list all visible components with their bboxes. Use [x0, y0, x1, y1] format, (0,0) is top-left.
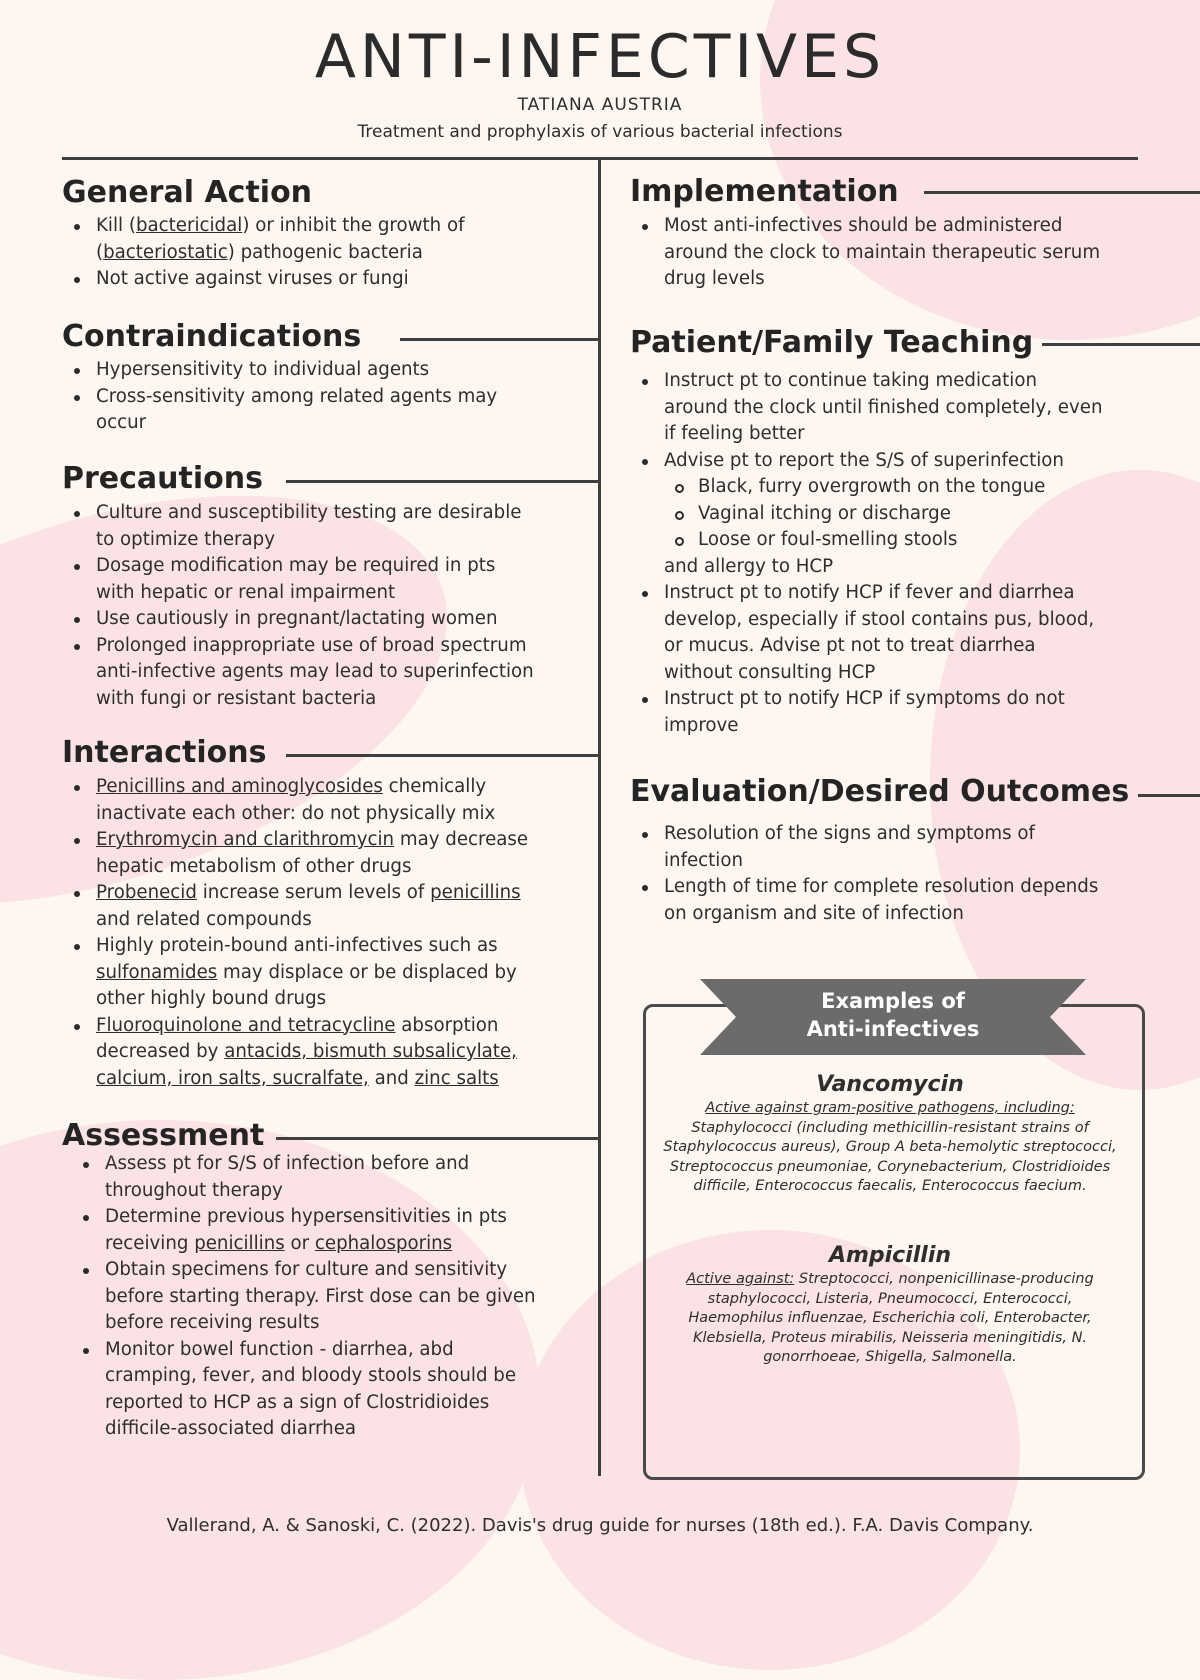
list-item: Dosage modification may be required in pts [62, 553, 592, 580]
section-heading: Implementation [630, 174, 899, 209]
interactions-list [62, 774, 592, 1092]
interactions-section [62, 735, 592, 1092]
list-item: Instruct pt to continue taking medication [630, 368, 1170, 395]
implementation-list [630, 213, 1170, 293]
section-heading: Patient/Family Teaching [630, 325, 1034, 360]
list-item: Advise pt to report the S/S of superinfection [630, 448, 1170, 475]
list-item: reported to HCP as a sign of Clostridioides [105, 1391, 490, 1413]
precautions-list [62, 500, 592, 712]
section-heading: Precautions [62, 461, 263, 496]
list-item: before receiving results [105, 1312, 320, 1333]
list-item: hepatic metabolism of other drugs [96, 855, 412, 877]
evaluation-list [630, 821, 1170, 927]
list-item: Instruct pt to notify HCP if symptoms do not [630, 686, 1170, 713]
list-item: receiving penicillins or cephalosporins [105, 1232, 453, 1254]
page-subtitle: Treatment and prophylaxis of various bacterial infections [357, 122, 843, 142]
list-item: without consulting HCP [664, 661, 876, 683]
list-item: to optimize therapy [96, 528, 275, 550]
ampicillin-entry [660, 1243, 1120, 1368]
list-item: sulfonamides may displace or be displaced by [96, 961, 517, 983]
list-item: Monitor bowel function - diarrhea, abd [71, 1337, 592, 1364]
reference-citation: Vallerand, A. & Sanoski, C. (2022). Davis's drug guide for nurses (18th ed.). F.A. Davis Company. [166, 1515, 1034, 1536]
list-item: other highly bound drugs [96, 988, 327, 1009]
section-heading: Assessment [62, 1118, 265, 1153]
general-action-list [62, 213, 592, 293]
list-item: Erythromycin and clarithromycin may decrease [62, 827, 592, 854]
list-item: develop, especially if stool contains pus, blood, [664, 608, 1095, 630]
assessment-section [62, 1118, 592, 1443]
list-item: decreased by antacids, bismuth subsalicylate, [96, 1041, 517, 1062]
section-heading: Interactions [62, 735, 267, 770]
list-item: calcium, iron salts, sucralfate, and zinc salts [96, 1067, 499, 1089]
general-action-section [62, 175, 592, 293]
list-item: occur [96, 412, 147, 433]
list-item: around the clock until finished completely, even [664, 396, 1103, 418]
column-divider [598, 160, 601, 1476]
list-item: Instruct pt to notify HCP if fever and diarrhea [630, 580, 1170, 607]
list-item: Highly protein-bound anti-infectives such as [62, 933, 592, 960]
implementation-section [630, 174, 1170, 293]
list-item: and related compounds [96, 908, 312, 930]
list-item: infection [664, 849, 744, 871]
list-item: Assess pt for S/S of infection before and [71, 1151, 592, 1178]
examples-banner-title: Examples of Anti-infectives [806, 989, 980, 1041]
section-heading: General Action [62, 175, 313, 210]
teaching-section [630, 325, 1170, 739]
author: TATIANA AUSTRIA [517, 95, 683, 115]
vancomycin-entry [660, 1072, 1120, 1197]
list-item: improve [664, 714, 739, 736]
list-item: Probenecid increase serum levels of penicillins [62, 880, 592, 907]
drug-description: Active against gram-positive pathogens, including: Staphylococci (including methicillin-resistant strains of Staphylococcus aureus), Group A beta-hemolytic streptococci, Streptococcus pneumoniae, Corynebacterium, Clostridioides difficile, Enterococcus faecalis, Enterococcus faecium. [663, 1100, 1117, 1194]
list-item: throughout therapy [105, 1179, 283, 1201]
list-item: Fluoroquinolone and tetracycline absorption [62, 1013, 592, 1040]
precautions-section [62, 461, 592, 712]
list-item: before starting therapy. First dose can be given [105, 1285, 536, 1307]
list-item: Cross-sensitivity among related agents may [62, 384, 592, 411]
list-item: drug levels [664, 268, 765, 289]
list-item: Penicillins and aminoglycosides chemically [62, 774, 592, 801]
sub-list-item: Loose or foul-smelling stools [630, 527, 1170, 554]
list-item: with fungi or resistant bacteria [96, 687, 377, 709]
assessment-list [71, 1151, 592, 1443]
sub-list-item: Vaginal itching or discharge [630, 501, 1170, 528]
list-item: Determine previous hypersensitivities in pts [71, 1204, 592, 1231]
list-item: Most anti-infectives should be administered [630, 213, 1170, 240]
list-item: around the clock to maintain therapeutic serum [664, 241, 1101, 263]
drug-description: Active against: Streptococci, nonpenicillinase-producing staphylococci, Listeria, Pneumococci, Enterococci, Haemophilus influenzae, Escherichia coli, Enterobacter, Klebsiella, Proteus mirabilis, Neisseria meningitidis, N. gonorrhoeae, Shigella, Salmonella. [686, 1271, 1094, 1365]
contraindications-section [62, 319, 592, 437]
contraindications-list [62, 357, 592, 437]
evaluation-section [630, 774, 1170, 927]
list-item: cramping, fever, and bloody stools should be [105, 1365, 517, 1386]
list-item: Obtain specimens for culture and sensitivity [71, 1257, 592, 1284]
teaching-list [630, 368, 1170, 739]
list-item: with hepatic or renal impairment [96, 581, 396, 603]
list-item: Hypersensitivity to individual agents [62, 357, 592, 384]
drug-name: Vancomycin [816, 1072, 964, 1097]
list-item: (bacteriostatic) pathogenic bacteria [96, 241, 423, 263]
list-item: inactivate each other: do not physically mix [96, 802, 496, 824]
section-heading: Evaluation/Desired Outcomes [630, 774, 1130, 809]
list-item: Kill (bactericidal) or inhibit the growth of [62, 213, 592, 240]
list-item: if feeling better [664, 423, 805, 444]
list-item: Use cautiously in pregnant/lactating women [62, 606, 592, 633]
list-item: on organism and site of infection [664, 902, 964, 924]
list-item: Culture and susceptibility testing are desirable [62, 500, 592, 527]
list-item: or mucus. Advise pt not to treat diarrhea [664, 635, 1036, 656]
drug-name: Ampicillin [828, 1243, 952, 1268]
sub-list-item: Black, furry overgrowth on the tongue [630, 474, 1170, 501]
list-item: and allergy to HCP [664, 555, 834, 577]
page-title: ANTI-INFECTIVES [314, 22, 886, 92]
list-item: Resolution of the signs and symptoms of [630, 821, 1170, 848]
section-heading: Contraindications [62, 319, 362, 354]
list-item: Not active against viruses or fungi [62, 266, 592, 293]
list-item: Prolonged inappropriate use of broad spectrum [62, 633, 592, 660]
list-item: Length of time for complete resolution depends [630, 874, 1170, 901]
list-item: difficile-associated diarrhea [105, 1418, 357, 1439]
list-item: anti-infective agents may lead to superinfection [96, 661, 534, 682]
